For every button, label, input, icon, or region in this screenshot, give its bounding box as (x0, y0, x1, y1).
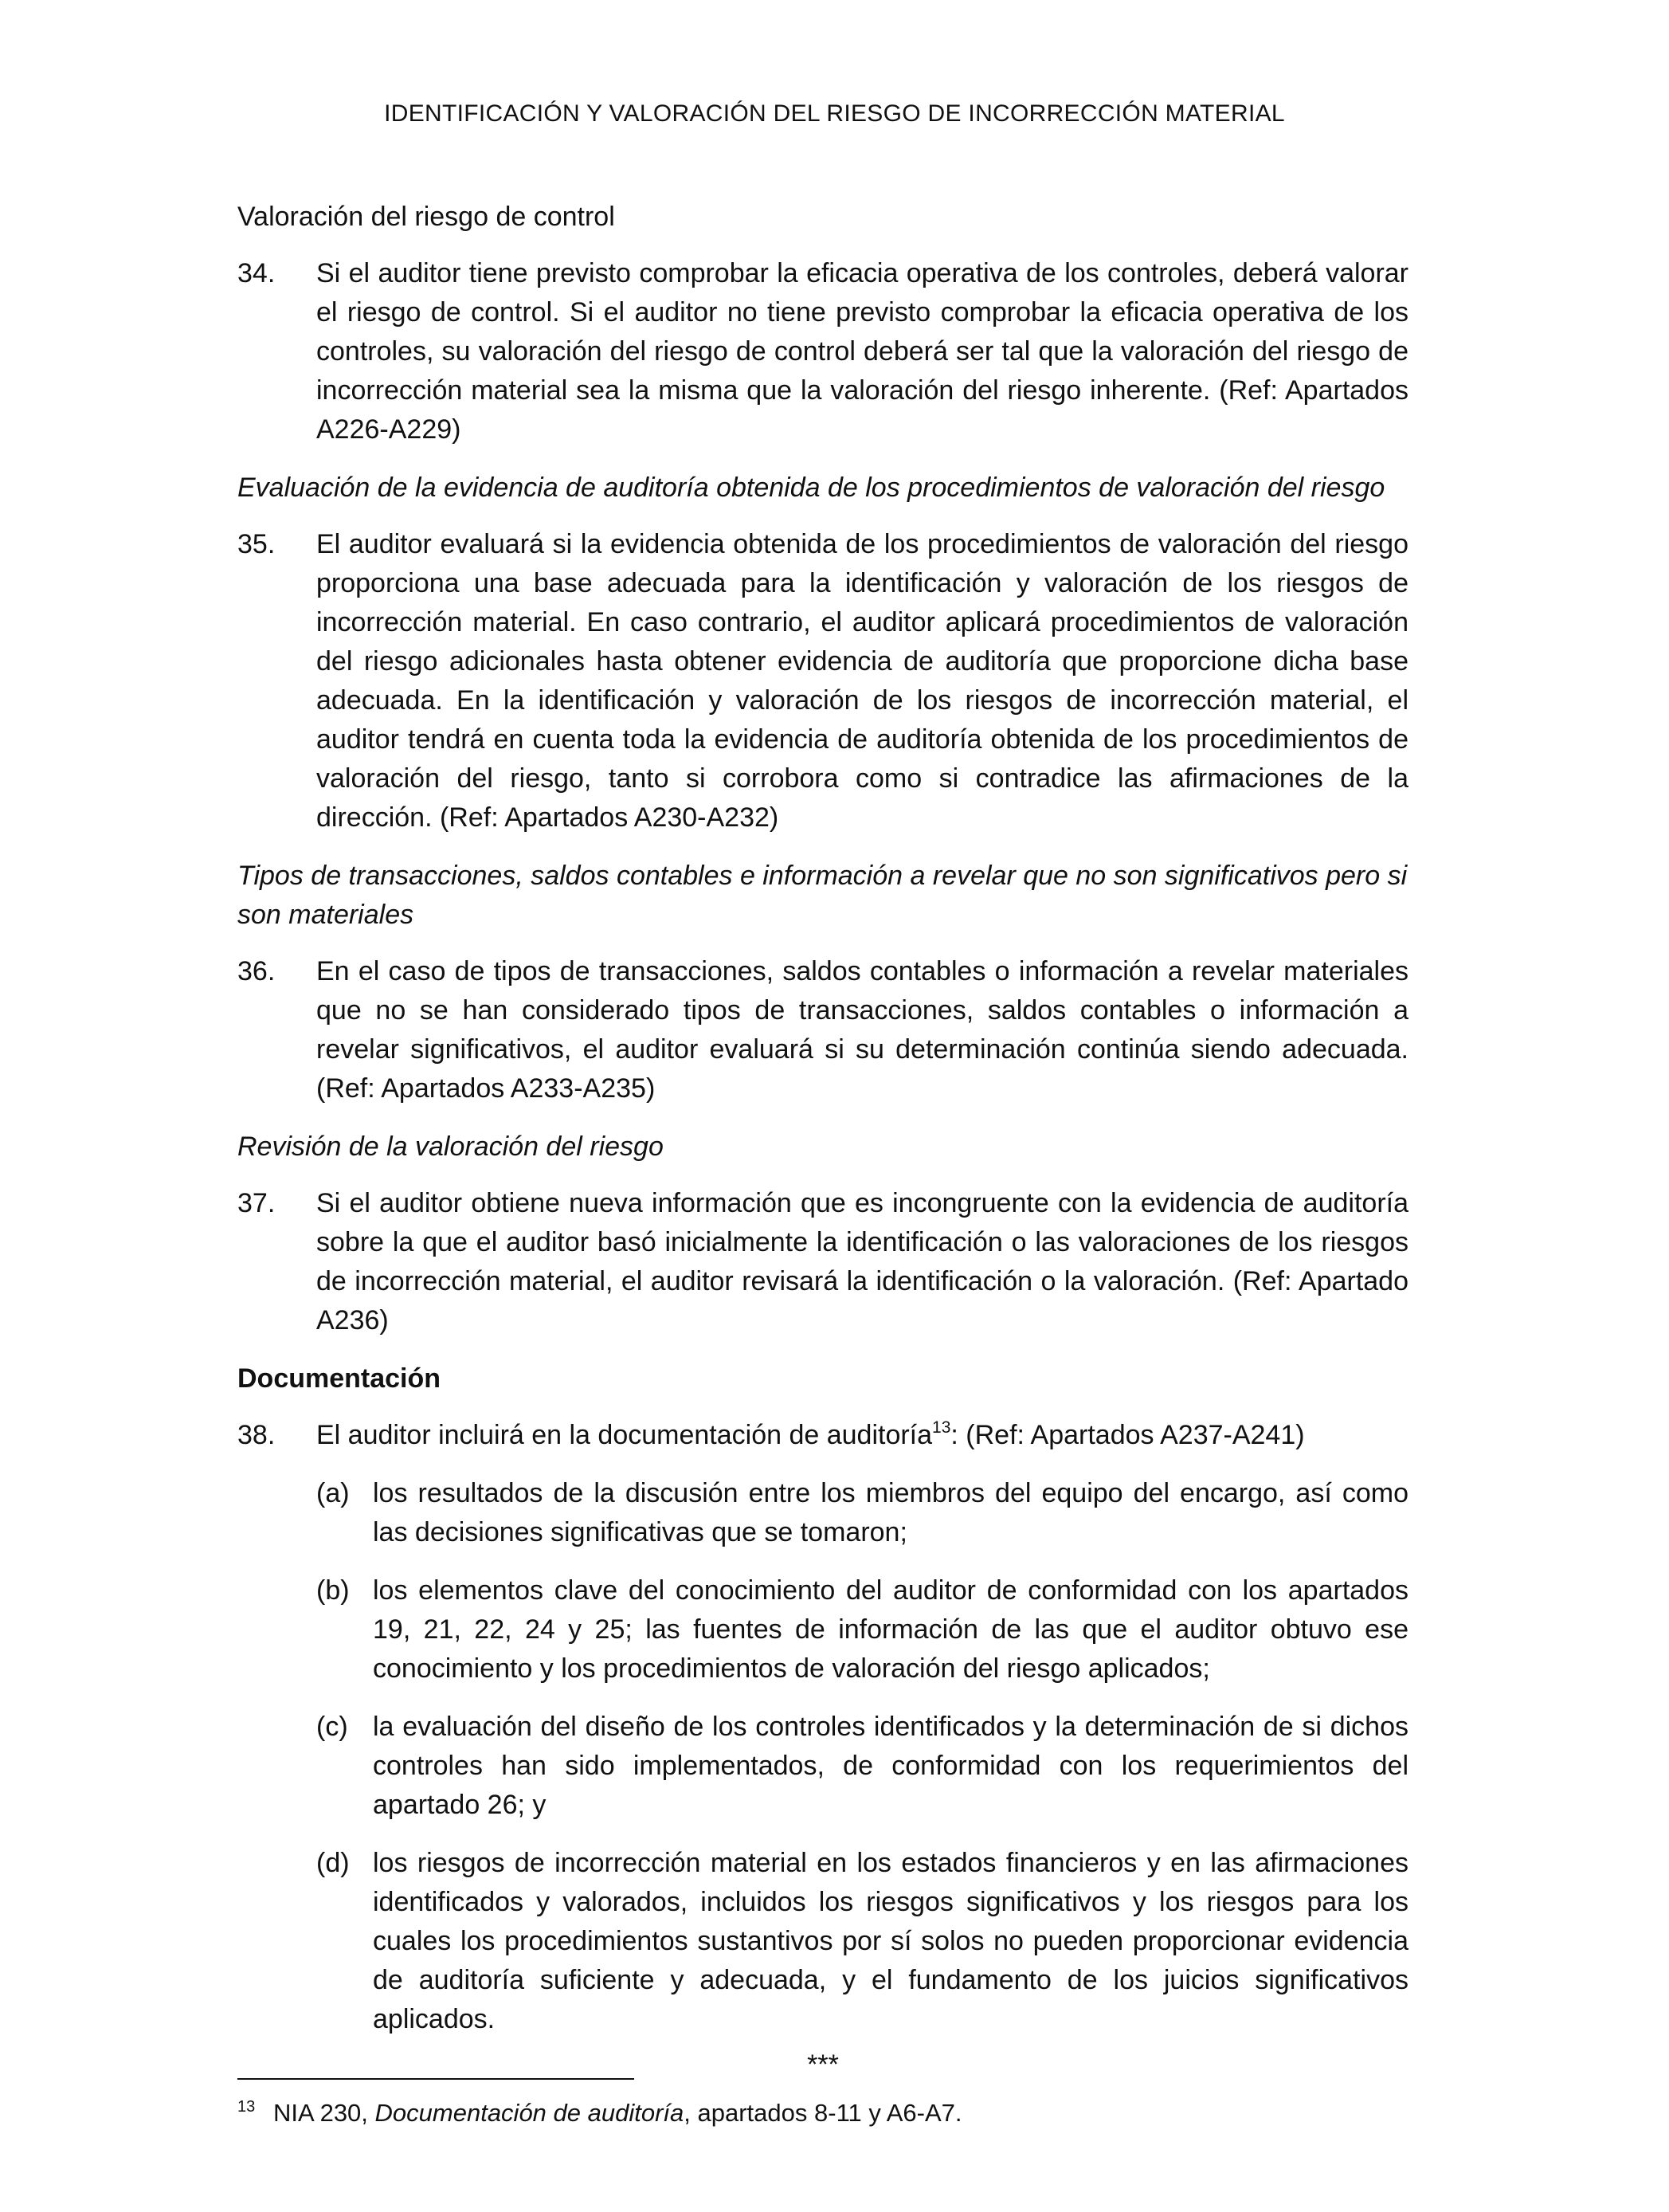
list-item-text: la evaluación del diseño de los controles identificados y la determinación de si dichos controles han sido implementados, de conformidad con los requerimientos del apartado 26; y (373, 1712, 1408, 1820)
footnote-reference[interactable]: 13 (932, 1418, 951, 1437)
section-heading-control-risk: Valoración del riesgo de control (237, 202, 615, 232)
document-body (237, 198, 1408, 2085)
list-item-b (316, 1571, 1408, 1688)
running-header: IDENTIFICACIÓN Y VALORACIÓN DEL RIESGO DE INCORRECCIÓN MATERIAL (384, 100, 1285, 127)
footnote-title: Documentación de auditoría (374, 2099, 684, 2127)
paragraph-text: Si el auditor obtiene nueva información que es incongruente con la evidencia de auditoría sobre la que el auditor basó inicialmente la identificación o las valoraciones de los riesgos de incorrección material, el auditor revisará la identificación o la valoración. (Ref: Apartado A236) (316, 1188, 1408, 1335)
paragraph-number: 36. (237, 956, 276, 986)
list-item-text: los riesgos de incorrección material en los estados financieros y en las afirmaciones identificados y valorados, incluidos los riesgos significativos y los riesgos para los cuales los procedimientos sustantivos por sí solos no pueden proporcionar evidencia de auditoría suficiente y adecuada, y el fundamento de los juicios significativos aplicados. (373, 1848, 1408, 2034)
paragraph-text: El auditor evaluará si la evidencia obtenida de los procedimientos de valoración del riesgo proporciona una base adecuada para la identificación y valoración de los riesgos de incorrección material. En caso contrario, el auditor aplicará procedimientos de valoración del riesgo adicionales hasta obtener evidencia de auditoría que proporcione dicha base adecuada. En la identificación y valoración de los riesgos de incorrección material, el auditor tendrá en cuenta toda la evidencia de auditoría obtenida de los procedimientos de valoración del riesgo, tanto si corrobora como si contradice las afirmaciones de la dirección. (Ref: Apartados A230-A232) (316, 529, 1408, 833)
footnote-suffix: , apartados 8-11 y A6-A7. (684, 2099, 962, 2127)
list-item-text: los elementos clave del conocimiento del auditor de conformidad con los apartados 19, 21, 22, 24 y 25; las fuentes de información de las que el auditor obtuvo ese conocimiento y los procedimientos de valoración del riesgo aplicados; (373, 1575, 1408, 1684)
list-item-a (316, 1474, 1408, 1552)
paragraph-number: 38. (237, 1420, 276, 1450)
list-item-label: (c) (316, 1712, 348, 1742)
footnote (237, 2097, 962, 2129)
list-item-label: (d) (316, 1848, 350, 1878)
paragraph-number: 37. (237, 1188, 276, 1218)
paragraph-36 (237, 952, 1408, 1108)
list-item-label: (a) (316, 1478, 350, 1508)
section-heading-evidence-evaluation: Evaluación de la evidencia de auditoría obtenida de los procedimientos de valoración del riesgo (237, 473, 1385, 503)
section-heading-revision: Revisión de la valoración del riesgo (237, 1131, 664, 1162)
paragraph-37 (237, 1184, 1408, 1340)
footnote-separator (237, 2078, 634, 2080)
section-heading-non-significant: Tipos de transacciones, saldos contables e información a revelar que no son significativos pero si son materiales (237, 861, 1408, 930)
paragraph-number: 35. (237, 529, 276, 559)
list-item-text: los resultados de la discusión entre los miembros del equipo del encargo, así como las decisiones significativas que se tomaron; (373, 1478, 1408, 1547)
paragraph-lead: El auditor incluirá en la documentación de auditoría (316, 1420, 933, 1450)
section-heading-documentation: Documentación (237, 1363, 441, 1394)
footnote-mark: 13 (237, 2098, 256, 2116)
paragraph-34 (237, 254, 1408, 449)
paragraph-tail: : (Ref: Apartados A237-A241) (950, 1420, 1305, 1450)
end-marker: *** (807, 2049, 839, 2080)
paragraph-35 (237, 525, 1408, 837)
list-item-label: (b) (316, 1575, 350, 1606)
list-item-d (316, 1844, 1408, 2039)
footnote-text (273, 2097, 962, 2129)
paragraph-text: En el caso de tipos de transacciones, saldos contables o información a revelar materiales que no se han considerado tipos de transacciones, saldos contables o información a revelar significativos, el auditor evaluará si su determinación continúa siendo adecuada. (Ref: Apartados A233-A235) (316, 956, 1408, 1104)
paragraph-text (316, 1416, 1408, 1455)
paragraph-38 (237, 1416, 1408, 1455)
footnote-prefix: NIA 230, (273, 2099, 375, 2127)
list-item-c (316, 1708, 1408, 1825)
paragraph-number: 34. (237, 258, 276, 288)
paragraph-text: Si el auditor tiene previsto comprobar la eficacia operativa de los controles, deberá valorar el riesgo de control. Si el auditor no tiene previsto comprobar la eficacia operativa de los controles, su valoración del riesgo de control deberá ser tal que la valoración del riesgo de incorrección material sea la misma que la valoración del riesgo inherente. (Ref: Apartados A226-A229) (316, 258, 1408, 445)
